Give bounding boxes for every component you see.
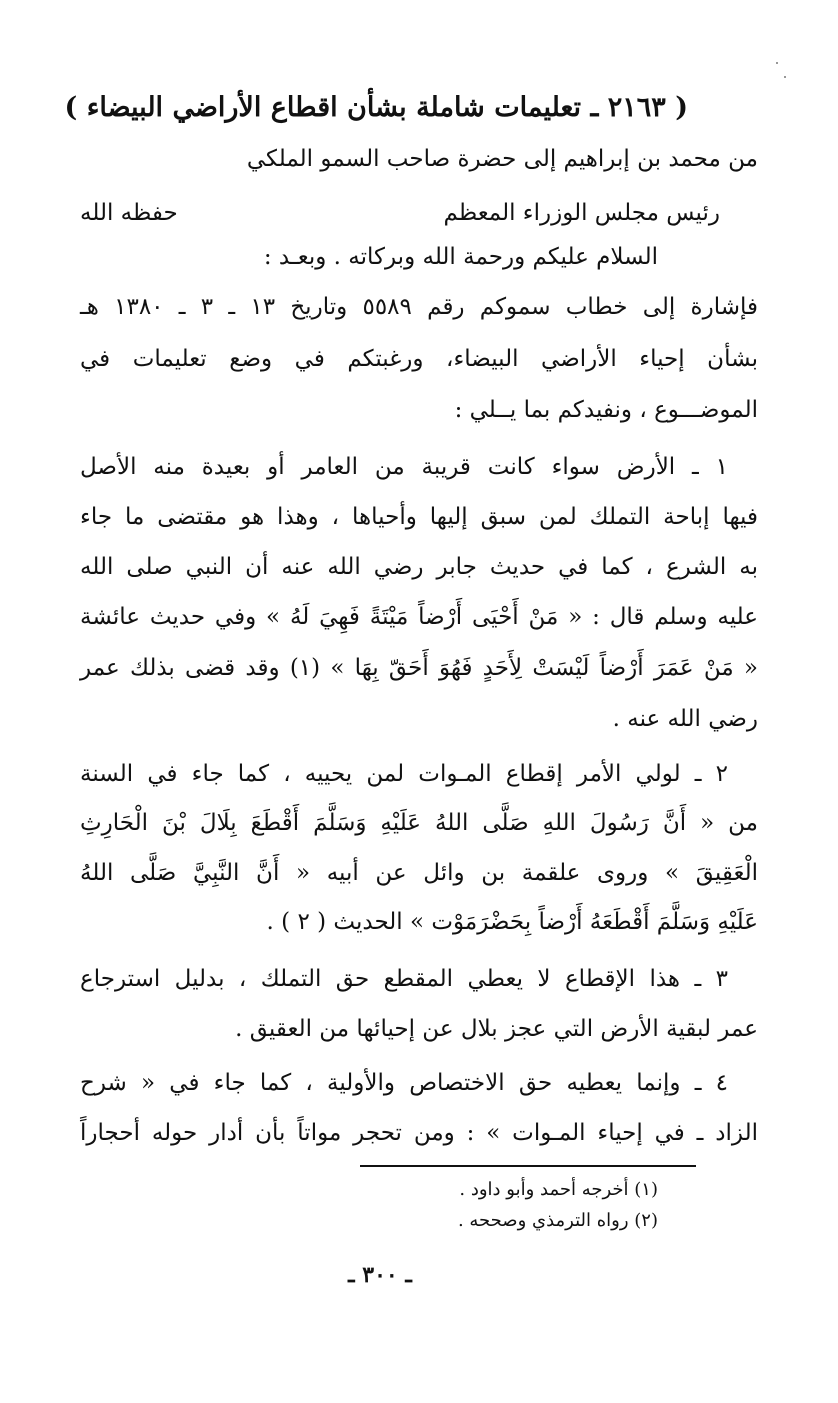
body-line: عَلَيْهِ وَسَلَّمَ أَقْطَعَهُ أَرْضاً بِحَضْرَمَوْت » الحديث ( ٢ ) .: [266, 909, 758, 935]
section-title: ( ٢١٦٣ ـ تعليمات شاملة بشأن اقطاع الأراضي البيضاء ): [64, 92, 688, 123]
body-line: ١ ـ الأرض سواء كانت قريبة من العامر أو بعيدة منه الأصل: [80, 454, 728, 480]
body-line: الْعَقِيقَ » وروى علقمة بن وائل عن أبيه « أَنَّ النَّبِيَّ صَلَّى اللهُ: [80, 860, 758, 886]
body-line: ٢ ـ لولي الأمر إقطاع المـوات لمن يحييه ، كما جاء في السنة: [80, 761, 728, 787]
body-line: ٤ ـ وإنما يعطيه حق الاختصاص والأولية ، كما جاء في « شرح: [80, 1070, 728, 1096]
body-line: من « أَنَّ رَسُولَ اللهِ صَلَّى اللهُ عَلَيْهِ وَسَلَّمَ أَقْطَعَ بِلَالَ بْنَ الْحَارِثِ: [80, 810, 758, 836]
body-line: رضي الله عنه .: [612, 706, 758, 732]
body-line: عليه وسلم قال : « مَنْ أَحْيَى أَرْضاً مَيْتَةً فَهِيَ لَهُ » وفي حديث عائشة: [80, 604, 758, 630]
footnote: (١) أخرجه أحمد وأبو داود .: [459, 1179, 658, 1200]
letter-blessing: حفظه الله: [80, 200, 178, 226]
body-line: فإشارة إلى خطاب سموكم رقم ٥٥٨٩ وتاريخ ١٣ ـ ٣ ـ ١٣٨٠ هـ: [80, 294, 758, 320]
letter-from-line: من محمد بن إبراهيم إلى حضرة صاحب السمو الملكي: [246, 146, 758, 172]
footnote-separator: [360, 1165, 696, 1167]
body-line: به الشرع ، كما في حديث جابر رضي الله عنه أن النبي صلى الله: [80, 554, 758, 580]
body-line: ٣ ـ هذا الإقطاع لا يعطي المقطع حق التملك ، بدليل استرجاع: [80, 966, 728, 992]
letter-greeting: السلام عليكم ورحمة الله وبركاته . وبعـد :: [263, 244, 658, 270]
page-number: ـ ٣٠٠ ـ: [348, 1262, 412, 1288]
footnote: (٢) رواه الترمذي وصححه .: [457, 1210, 658, 1231]
body-line: فيها إباحة التملك لمن سبق إليها وأحياها ، وهذا هو مقتضى ما جاء: [80, 504, 758, 530]
body-line: بشأن إحياء الأراضي البيضاء، ورغبتكم في وضع تعليمات في: [80, 346, 758, 372]
body-line: عمر لبقية الأرض التي عجز بلال عن إحيائها من العقيق .: [235, 1016, 758, 1042]
body-line: « مَنْ عَمَرَ أَرْضاً لَيْسَتْ لِأَحَدٍ فَهُوَ أَحَقّ بِهَا » (١) وقد قضى بذلك عمر: [80, 655, 758, 681]
scan-speck: [776, 62, 778, 64]
body-line: الموضـــوع ، ونفيدكم بما يــلي :: [454, 397, 758, 423]
scan-speck: [784, 76, 786, 78]
body-line: الزاد ـ في إحياء المـوات » : ومن تحجر مواتاً بأن أدار حوله أحجاراً: [80, 1120, 758, 1146]
letter-recipient: رئيس مجلس الوزراء المعظم: [443, 200, 720, 226]
